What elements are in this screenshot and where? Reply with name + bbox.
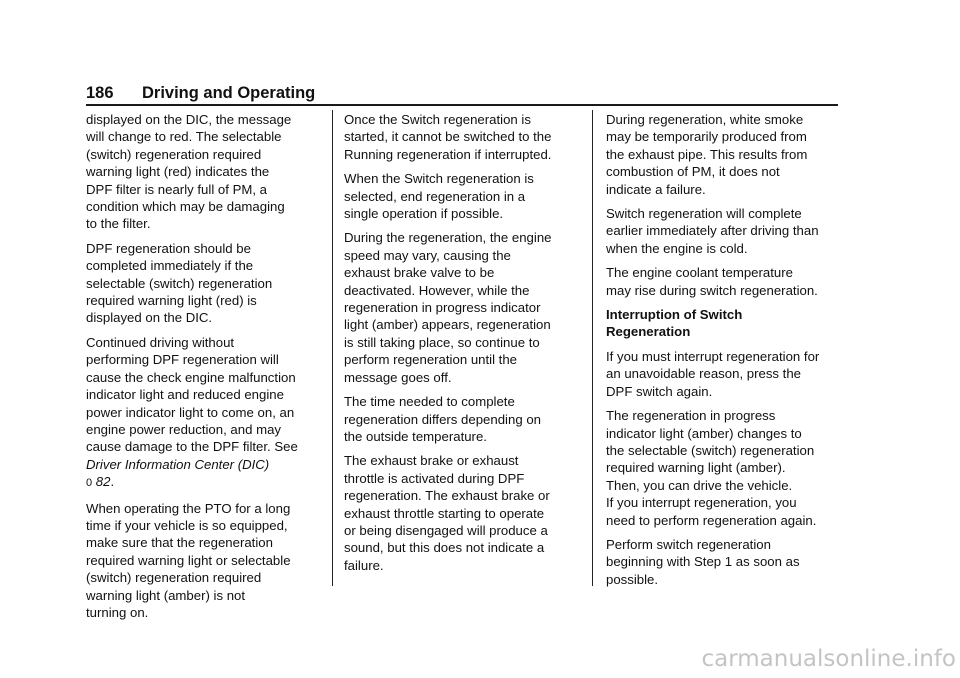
page-number: 186 [86,84,114,102]
text-line: warning light (amber) is not [86,587,246,603]
paragraph [606,264,846,299]
text-line: when the engine is cold. [606,240,748,256]
paragraph [344,111,584,163]
text-line: displayed on the DIC, the message [86,112,292,127]
text-line: an unavoidable reason, press the [606,366,802,382]
text-line: Continued driving without [86,334,235,350]
text-line: turning on. [86,604,149,620]
text-line: speed may vary, causing the [344,247,511,263]
text-line: need to perform regeneration again. [606,512,817,528]
subheading-line: Regeneration [606,324,691,340]
cross-reference-link[interactable]: Driver Information Center (DIC) [86,456,270,472]
paragraph [344,170,584,222]
text-line: deactivated. However, while the [344,282,530,298]
text-line: may be temporarily produced from [606,129,807,145]
text-line: beginning with Step 1 as soon as [606,554,800,570]
text-line: time if your vehicle is so equipped, [86,517,288,533]
column-divider-1 [332,110,333,586]
page-header [86,84,315,103]
paragraph [86,334,326,493]
text-line: required warning light (amber). [606,460,786,476]
text-line: (switch) regeneration required [86,570,262,586]
text-line: the exhaust pipe. This results from [606,146,808,162]
text-line: indicator light (amber) changes to [606,425,802,441]
paragraph [86,111,326,233]
text-line: Running regeneration if interrupted. [344,146,552,162]
column-divider-2 [592,110,593,586]
text-line: the selectable (switch) regeneration [606,442,815,458]
text-line: started, it cannot be switched to the [344,129,552,145]
text-line: cause damage to the DPF filter. See [86,439,298,455]
text-line: or being disengaged will produce a [344,522,548,538]
text-line: The time needed to complete [344,394,515,410]
watermark: carmanualsonline.info [701,646,956,672]
paragraph [606,348,846,400]
paragraph [344,229,584,386]
text-line: Once the Switch regeneration is [344,112,531,127]
text-line: regeneration in progress indicator [344,300,541,316]
text-line: If you interrupt regeneration, you [606,495,797,511]
text-line: The regeneration in progress [606,408,776,424]
text-line: may rise during switch regeneration. [606,282,818,298]
text-line: When the Switch regeneration is [344,171,534,187]
text-line: light (amber) appears, regeneration [344,317,551,333]
paragraph [606,407,846,529]
paragraph [606,536,846,588]
column-3 [606,111,846,595]
text-line: power indicator light to come on, an [86,404,295,420]
paragraph [606,205,846,257]
text-line: If you must interrupt regeneration for [606,348,820,364]
section-title: Driving and Operating [142,84,316,102]
text-line: The exhaust brake or exhaust [344,453,519,469]
subheading [606,306,846,341]
paragraph [344,452,584,574]
paragraph [606,111,846,198]
text-line: exhaust brake valve to be [344,265,495,281]
text-line: condition which may be damaging [86,199,285,215]
text-line: engine power reduction, and may [86,421,282,437]
text-line: Perform switch regeneration [606,536,771,552]
text-line: to the filter. [86,216,151,232]
text-line: is still taking place, so continue to [344,334,540,350]
text-line: message goes off. [344,369,452,385]
text-line: completed immediately if the [86,258,254,274]
text-line: (switch) regeneration required [86,146,262,162]
text-line: regeneration. The exhaust brake or [344,488,550,504]
text-line: throttle is activated during DPF [344,470,525,486]
text-line: required warning light or selectable [86,552,291,568]
page-reference-number[interactable]: 82 [95,474,111,490]
text-line: will change to red. The selectable [86,129,282,145]
text-line: During regeneration, white smoke [606,112,804,127]
period: . [110,474,115,490]
text-line: exhaust throttle starting to operate [344,505,545,521]
text-line: make sure that the regeneration [86,535,273,551]
text-line: possible. [606,571,659,587]
column-2 [344,111,584,581]
page-reference-icon: 0 [86,477,93,490]
text-line: sound, but this does not indicate a [344,540,545,556]
paragraph [86,500,326,622]
text-line: When operating the PTO for a long [86,500,291,516]
header-rule [86,104,838,106]
text-line: earlier immediately after driving than [606,223,819,239]
text-line: failure. [344,557,384,573]
text-line: displayed on the DIC. [86,310,213,326]
text-line: indicate a failure. [606,181,706,197]
text-line: warning light (red) indicates the [86,164,270,180]
text-line: Then, you can drive the vehicle. [606,477,793,493]
text-line: DPF switch again. [606,383,713,399]
paragraph [86,240,326,327]
text-line: DPF filter is nearly full of PM, a [86,181,268,197]
text-line: single operation if possible. [344,206,504,222]
text-line: selectable (switch) regeneration [86,275,273,291]
text-line: During the regeneration, the engine [344,230,552,246]
text-line: The engine coolant temperature [606,265,793,281]
text-line: required warning light (red) is [86,293,257,309]
text-line: the outside temperature. [344,428,487,444]
text-line: regeneration differs depending on [344,411,541,427]
column-1 [86,111,326,628]
text-line: perform regeneration until the [344,352,518,368]
subheading-line: Interruption of Switch [606,307,743,323]
text-line: selected, end regeneration in a [344,188,526,204]
paragraph [344,393,584,445]
text-line: Switch regeneration will complete [606,206,802,222]
text-line: performing DPF regeneration will [86,352,279,368]
text-line: cause the check engine malfunction [86,369,296,385]
text-line: DPF regeneration should be [86,240,251,256]
text-line: indicator light and reduced engine [86,387,284,403]
text-line: combustion of PM, it does not [606,164,780,180]
